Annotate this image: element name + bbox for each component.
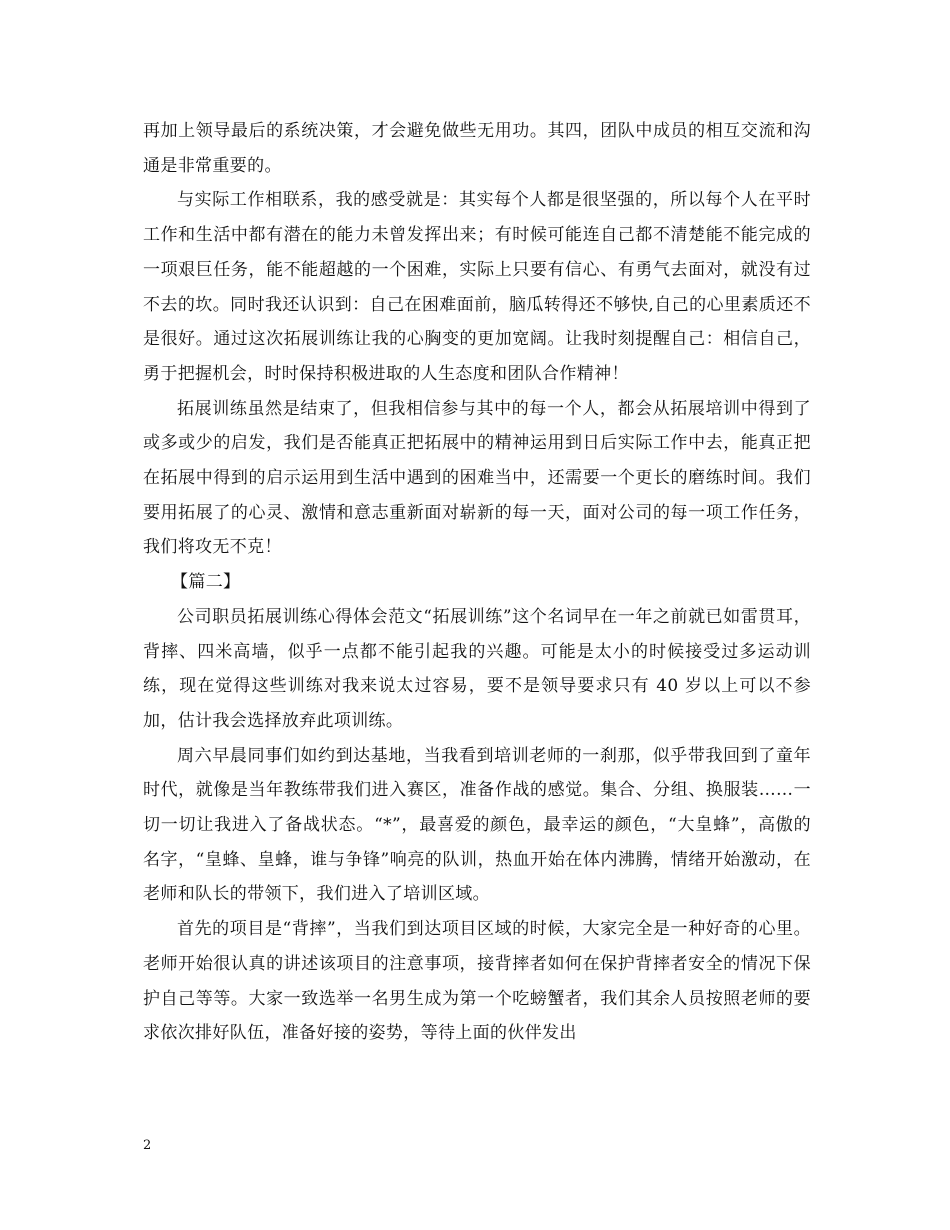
paragraph: 周六早晨同事们如约到达基地，当我看到培训老师的一刹那，似乎带我回到了童年时代，就像是当年教练带我们进入赛区，准备作战的感觉。集合、分组、换服装……一切一切让我进入了备战状态。“*”，最喜爱的颜色，最幸运的颜色，“大皇蜂”，高傲的名字，“皇蜂、皇蜂，谁与争锋”响亮的队训，热血开始在体内沸腾，情绪开始激动，在老师和队长的带领下，我们进入了培训区域。 [143,745,811,905]
paragraph: 与实际工作相联系，我的感受就是：其实每个人都是很坚强的，所以每个人在平时工作和生活中都有潜在的能力未曾发挥出来；有时候可能连自己都不清楚能不能完成的一项艰巨任务，能不能超越的一个困难，实际上只要有信心、有勇气去面对，就没有过不去的坎。同时我还认识到：自己在困难面前，脑瓜转得还不够快,自己的心里素质还不是很好。通过这次拓展训练让我的心胸变的更加宽阔。让我时刻提醒自己：相信自己，勇于把握机会，时时保持积极进取的人生态度和团队合作精神！ [143,190,811,384]
paragraph: 拓展训练虽然是结束了，但我相信参与其中的每一个人，都会从拓展培训中得到了或多或少的启发，我们是否能真正把拓展中的精神运用到日后实际工作中去，能真正把在拓展中得到的启示运用到生活中遇到的困难当中，还需要一个更长的磨练时间。我们要用拓展了的心灵、激情和意志重新面对崭新的每一天，面对公司的每一项工作任务，我们将攻无不克！ [143,398,811,558]
body-text [143,114,811,1051]
paragraph: 再加上领导最后的系统决策，才会避免做些无用功。其四，团队中成员的相互交流和沟通是非常重要的。 [143,121,811,176]
paragraph: 首先的项目是“背摔”，当我们到达项目区域的时候，大家完全是一种好奇的心里。老师开始很认真的讲述该项目的注意事项，接背摔者如何在保护背摔者安全的情况下保护自己等等。大家一致选举一名男生成为第一个吃螃蟹者，我们其余人员按照老师的要求依次排好队伍，准备好接的姿势，等待上面的伙伴发出 [143,919,811,1044]
paragraph: 公司职员拓展训练心得体会范文“拓展训练”这个名词早在一年之前就已如雷贯耳，背摔、四米高墙，似乎一点都不能引起我的兴趣。可能是太小的时候接受过多运动训练，现在觉得这些训练对我来说太过容易，要不是领导要求只有 40 岁以上可以不参加，估计我会选择放弃此项训练。 [143,606,811,731]
page-number: 2 [143,1138,152,1153]
section-heading: 【篇二】 [171,572,241,593]
